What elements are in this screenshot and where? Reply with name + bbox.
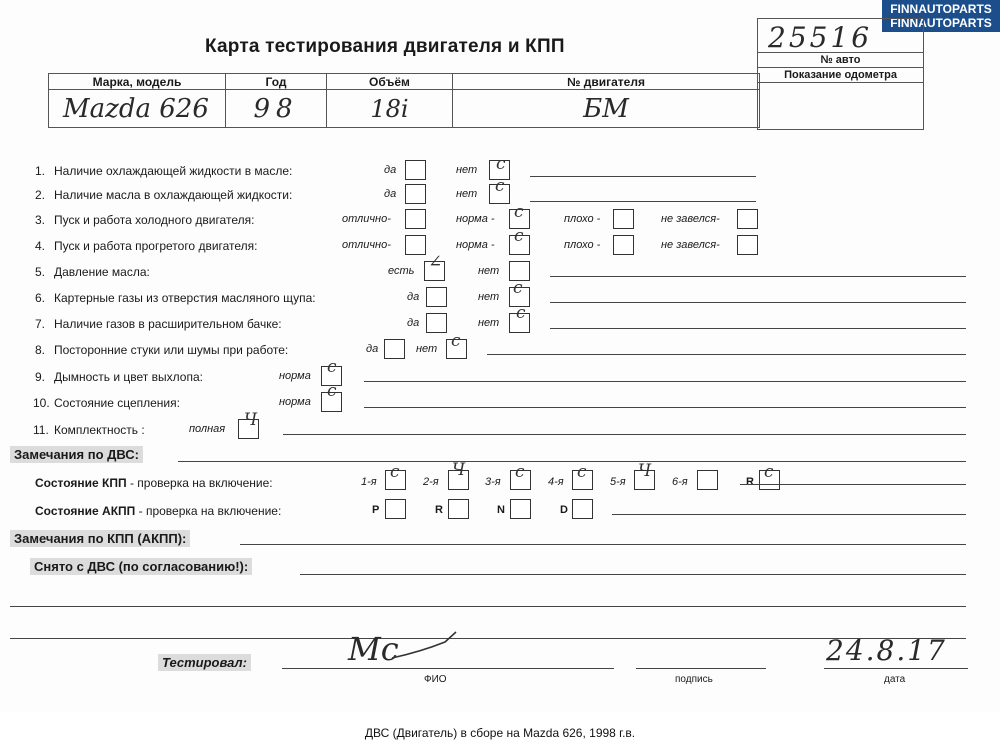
q6-yes-box[interactable]: [426, 287, 447, 307]
q3-excellent-label: отлично-: [342, 213, 391, 225]
removed-line-2: [10, 606, 966, 607]
removed-label: Снято с ДВС (по согласованию!):: [30, 558, 252, 575]
q11-full-label: полная: [189, 423, 226, 435]
question-number-7: 7.: [35, 317, 46, 331]
q7-check-mark: ϲ: [516, 303, 526, 323]
auto-d-label: D: [560, 504, 568, 516]
q3-check-mark: ϲ: [514, 202, 524, 222]
q5-notes-line: [550, 276, 966, 277]
page-title: Карта тестирования двигателя и КПП: [205, 36, 565, 57]
question-number-8: 8.: [35, 343, 46, 357]
q3-bad-box[interactable]: [613, 209, 634, 229]
q2-yes-label: да: [384, 188, 397, 200]
gear-r-label: R: [746, 476, 754, 488]
question-number-9: 9.: [35, 370, 46, 384]
question-text-7: Наличие газов в расширительном бачке:: [54, 317, 282, 331]
auto-no-label: № авто: [758, 53, 923, 68]
col-make-model: Марка, модель: [49, 74, 226, 90]
question-number-6: 6.: [35, 291, 46, 305]
q11-check-mark: Ч: [244, 410, 258, 430]
question-text-9: Дымность и цвет выхлопа:: [54, 370, 203, 384]
gear-4-label: 4-я: [548, 476, 564, 488]
question-number-2: 2.: [35, 188, 46, 202]
value-make-model: Mazda 626: [49, 90, 226, 128]
auto-n-box[interactable]: [510, 499, 531, 519]
engine-remarks-line: [178, 461, 966, 462]
q6-yes-label: да: [407, 291, 420, 303]
q6-no-label: нет: [478, 291, 500, 303]
q7-yes-box[interactable]: [426, 313, 447, 333]
col-engine-no: № двигателя: [453, 74, 760, 90]
gear-4-check: ϲ: [577, 462, 587, 482]
gear-6-label: 6-я: [672, 476, 688, 488]
q3-excellent-box[interactable]: [405, 209, 426, 229]
q8-yes-box[interactable]: [384, 339, 405, 359]
gear-5-check: Ч: [638, 461, 652, 481]
q2-yes-box[interactable]: [405, 184, 426, 204]
q10-notes-line: [364, 407, 966, 408]
auto-d-box[interactable]: [572, 499, 593, 519]
fio-line: [282, 668, 614, 669]
q1-notes-line: [530, 176, 756, 177]
q5-no-label: нет: [478, 265, 500, 277]
q3-bad-label: плохо -: [564, 213, 601, 225]
card-number-box: [757, 18, 924, 53]
gearbox-remarks-line: [240, 544, 966, 545]
q3-not-started-box[interactable]: [737, 209, 758, 229]
value-engine-no: БМ: [453, 90, 760, 128]
gear-6-box[interactable]: [697, 470, 718, 490]
q8-check-mark: ϲ: [451, 331, 461, 351]
q9-check-mark: ϲ: [327, 357, 337, 377]
q1-yes-label: да: [384, 164, 397, 176]
q10-normal-label: норма: [279, 396, 311, 408]
q8-notes-line: [487, 354, 966, 355]
gear-2-label: 2-я: [423, 476, 439, 488]
q2-no-label: нет: [456, 188, 478, 200]
auto-r-box[interactable]: [448, 499, 469, 519]
question-text-10: Состояние сцепления:: [54, 396, 180, 410]
q4-not-started-box[interactable]: [737, 235, 758, 255]
q4-bad-label: плохо -: [564, 239, 601, 251]
signature-label: подпись: [675, 674, 713, 685]
gear-r-check: ϲ: [764, 462, 774, 482]
card-number: 25516: [768, 21, 873, 54]
value-year: 98: [226, 90, 327, 128]
q4-excellent-box[interactable]: [405, 235, 426, 255]
auto-n-label: N: [497, 504, 505, 516]
manual-gearbox-label: [35, 476, 273, 490]
fio-label: ФИО: [424, 674, 447, 685]
question-number-4: 4.: [35, 239, 46, 253]
gear-1-check: ϲ: [390, 462, 400, 482]
question-number-10: 10.: [33, 396, 50, 410]
auto-p-label: P: [372, 504, 380, 516]
removed-line-1: [300, 574, 966, 575]
auto-r-label: R: [435, 504, 443, 516]
q9-normal-label: норма: [279, 370, 311, 382]
question-text-4: Пуск и работа прогретого двигателя:: [54, 239, 258, 253]
q6-notes-line: [550, 302, 966, 303]
q7-yes-label: да: [407, 317, 420, 329]
auto-gearbox-bold: Состояние АКПП: [35, 504, 136, 518]
signature-stroke: [390, 628, 460, 668]
question-text-2: Наличие масла в охлаждающей жидкости:: [54, 188, 293, 202]
engine-remarks-label: Замечания по ДВС:: [10, 446, 143, 463]
removed-line-3: [10, 638, 966, 639]
odometer-label: Показание одометра: [758, 68, 923, 83]
q8-yes-label: да: [366, 343, 379, 355]
tested-by-label: Тестировал:: [158, 654, 251, 671]
stamp-line-2: FINNAUTOPARTS: [890, 16, 992, 30]
q1-yes-box[interactable]: [405, 160, 426, 180]
q11-notes-line: [283, 434, 966, 435]
q5-check-mark: ∠: [428, 252, 443, 272]
question-number-5: 5.: [35, 265, 46, 279]
gearbox-remarks-label: Замечания по КПП (АКПП):: [10, 530, 190, 547]
q2-check-mark: ϲ: [495, 176, 505, 196]
gear-1-label: 1-я: [361, 476, 377, 488]
q8-no-label: нет: [416, 343, 438, 355]
q4-excellent-label: отлично-: [342, 239, 391, 251]
q4-normal-label: норма -: [456, 239, 495, 251]
q10-check-mark: ϲ: [327, 381, 337, 401]
date-label: дата: [884, 674, 906, 685]
col-year: Год: [226, 74, 327, 90]
gear-3-check: ϲ: [515, 462, 525, 482]
q7-notes-line: [550, 328, 966, 329]
tester-signature: Мс: [348, 630, 399, 668]
q4-bad-box[interactable]: [613, 235, 634, 255]
signature-line: [636, 668, 766, 669]
q3-normal-label: норма -: [456, 213, 495, 225]
question-text-5: Давление масла:: [54, 265, 150, 279]
question-number-1: 1.: [35, 164, 46, 178]
value-volume: 18i: [327, 90, 453, 128]
stamp-line-1: FINNAUTOPARTS: [890, 2, 992, 16]
q1-no-label: нет: [456, 164, 478, 176]
q9-notes-line: [364, 381, 966, 382]
q7-no-label: нет: [478, 317, 500, 329]
q1-check-mark: ϲ: [496, 154, 506, 174]
question-text-11: Комплектность :: [54, 423, 145, 437]
auto-gearbox-label: [35, 504, 281, 518]
date-value: 24.8.17: [826, 634, 947, 667]
q3-not-started-label: не завелся-: [661, 213, 720, 225]
q6-check-mark: ϲ: [513, 278, 523, 298]
auto-gearbox-rest: - проверка на включение:: [135, 504, 282, 518]
q4-not-started-label: не завелся-: [661, 239, 720, 251]
odometer-value: [758, 83, 923, 129]
gear-3-label: 3-я: [485, 476, 501, 488]
col-volume: Объём: [327, 74, 453, 90]
image-caption: ДВС (Двигатель) в сборе на Mazda 626, 1998 г.в.: [364, 726, 636, 740]
manual-gearbox-bold: Состояние КПП: [35, 476, 127, 490]
auto-info-box: [757, 52, 924, 130]
question-text-3: Пуск и работа холодного двигателя:: [54, 213, 255, 227]
manual-gearbox-line: [740, 484, 966, 485]
q5-present-label: есть: [388, 265, 415, 277]
question-text-1: Наличие охлаждающей жидкости в масле:: [54, 164, 293, 178]
gear-2-check: Ч: [452, 460, 466, 480]
auto-gearbox-line: [612, 514, 966, 515]
question-text-6: Картерные газы из отверстия масляного щупа:: [54, 291, 316, 305]
manual-gearbox-rest: - проверка на включение:: [126, 476, 273, 490]
date-line: [824, 668, 968, 669]
gear-5-label: 5-я: [610, 476, 626, 488]
vehicle-table: [48, 73, 760, 128]
q4-check-mark: ϲ: [514, 226, 524, 246]
question-number-3: 3.: [35, 213, 46, 227]
q2-notes-line: [530, 201, 756, 202]
question-text-8: Посторонние стуки или шумы при работе:: [54, 343, 289, 357]
auto-p-box[interactable]: [385, 499, 406, 519]
question-number-11: 11.: [33, 423, 49, 437]
